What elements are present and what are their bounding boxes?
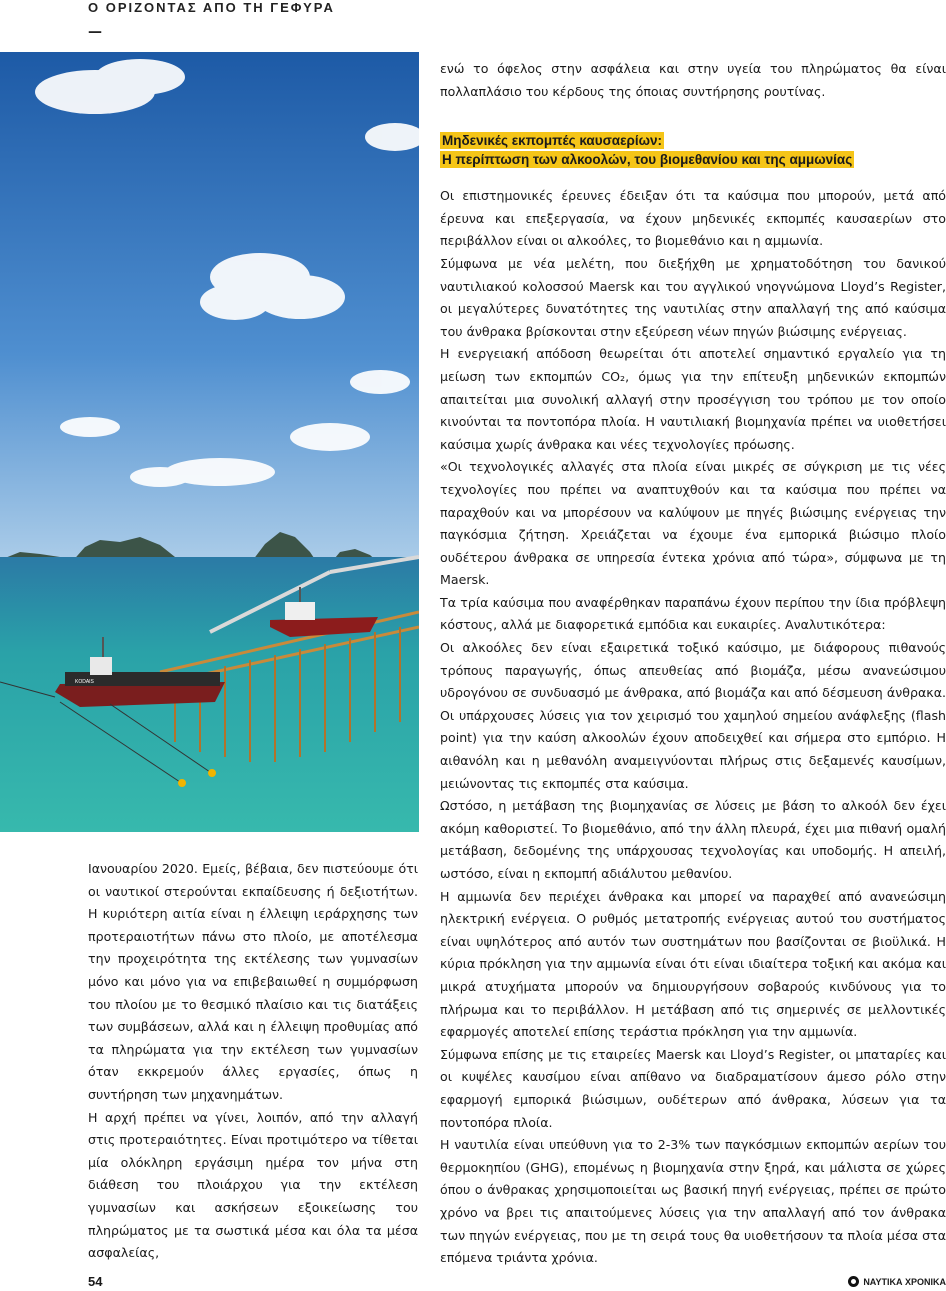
footer-brand [848, 1276, 946, 1287]
body-paragraph: Οι επιστημονικές έρευνες έδειξαν ότι τα καύσιμα που μπορούν, μετά από έρευνα και επεξεργασία, να έχουν μηδενικές εκπομπές καυσαερίων στο περιβάλλον είναι οι αλκοόλες, το βιομεθάνιο και η αμμωνία. [440, 188, 946, 249]
body-paragraph: «Οι τεχνολογικές αλλαγές στα πλοία είναι μικρές σε σύγκριση με τις νέες τεχνολογίες που πρέπει να αναπτυχθούν και τα καύσιμα που πρέπει να παραχθούν και να μπορέσουν να καλύψουν με πηγές βιώσιμης ενέργειας την παγκόσμια ζήτηση. Χρειάζεται να έχουμε ένα εμπορικά βιώσιμο πλοίο ουδέτερου άνθρακα σε υπηρεσία έντεκα χρόνια από τώρα», σύμφωνα με τη Maersk. [440, 459, 946, 588]
left-column [88, 858, 418, 1265]
page-number: 54 [88, 1274, 103, 1289]
section-rule: — [88, 24, 102, 40]
left-paragraph: Η αρχή πρέπει να γίνει, λοιπόν, από την αλλαγή στις προτεραιότητες. Είναι προτιμότερο να τίθεται μία ολόκληρη εργάσιμη ημέρα τον μήνα στη διάθεση του πλοιάρχου για την εκτέλεση γυμνασίων και ασκήσεων εξοικείωσης του πληρώματος με τα σωστικά μέσα και όλα τα μέσα ασφαλείας, [88, 1109, 418, 1261]
body-paragraph: Οι αλκοόλες δεν είναι εξαιρετικά τοξικό καύσιμο, με διάφορους πιθανούς τρόπους παραγωγής, όπως απευθείας από βιομάζα, μέσω ανανεώσιμου υδρογόνου σε συνδυασμό με άνθρακα, από βιομάζα και από δέσμευση άνθρακα. Οι υπάρχουσες λύσεις για τον χειρισμό του χαμηλού σημείου ανάφλεξης (flash point) για την καύση αλκοολών έχουν αποδειχθεί και σήμερα στο εμπόριο. Η αιθανόλη και η μεθανόλη αναμειγνύονται πλήρως στις δεξαμενές καυσίμων, μειώνοντας τις εκπομπές στα καύσιμα. [440, 640, 946, 791]
article-photo [0, 52, 419, 832]
heading-line-1: Μηδενικές εκπομπές καυσαερίων: [442, 133, 663, 149]
body-paragraph: Σύμφωνα επίσης με τις εταιρείες Maersk και Lloyd’s Register, οι μπαταρίες και οι κυψέλες καυσίμου είναι απίθανο να διαδραματίσουν άμεσο ρόλο στην εφαρμογή εμπορικά βιώσιμων, ουδέτερων από άνθρακα, λύσεων για τα ποντοπόρα πλοία. [440, 1046, 946, 1130]
section-title: Ο ΟΡΙΖΟΝΤΑΣ ΑΠΟ ΤΗ ΓΕΦΥΡΑ [88, 0, 335, 15]
ship-name-label: KODAIS [75, 679, 94, 685]
body-paragraph: Η ενεργειακή απόδοση θεωρείται ότι αποτελεί σημαντικό εργαλείο για τη μείωση των εκπομπών CO₂, όμως για την επίτευξη μηδενικών εκπομπών απαιτείται μια συνολική αλλαγή στην προσέγγιση του τρόπου με τον οποίο κινούνται τα ποντοπόρα πλοία. Η ναυτιλιακή βιομηχανία πρέπει να υιοθετήσει καύσιμα χωρίς άνθρακα και νέες τεχνολογίες πρόωσης. [440, 346, 946, 452]
body-paragraph: Η αμμωνία δεν περιέχει άνθρακα και μπορεί να παραχθεί από ανανεώσιμη ηλεκτρική ενέργεια. Ο ρυθμός μετατροπής ενέργειας αυτού του συστήματος είναι υψηλότερος από αυτόν των συστημάτων που βασίζονται σε βιοϋλικά. Η κύρια πρόκληση για την αμμωνία είναι ότι είναι ιδιαίτερα τοξική και ακόμα και μικρά ατυχήματα μπορούν να δημιουργήσουν σοβαρούς κινδύνους για το πλήρωμα και το περιβάλλον. Η μετάβαση από τις σημερινές σε μελλοντικές εφαρμογές αποτελεί επίσης τεράστια πρόκληση για την αμμωνία. [440, 888, 946, 1040]
ship-jetty-illustration [0, 52, 419, 832]
body-paragraph: Η ναυτιλία είναι υπεύθυνη για το 2-3% των παγκόσμιων εκπομπών αερίων του θερμοκηπίου (GHG), επομένως η βιομηχανία στην ξηρά, και μάλιστα σε χώρες όπου ο άνθρακας χρησιμοποιείται ως βασική πηγή ενέργειας, πρέπει σε πρώτο χρόνο να βρει τις απαιτούμενες λύσεις για την απαλλαγή από τον άνθρακα των πηγών ενέργειας, που με τη σειρά τους θα υιοθετήσουν τα πλοία μέσα στα επόμενα τριάντα χρόνια. [440, 1137, 946, 1266]
body-paragraph: Ωστόσο, η μετάβαση της βιομηχανίας σε λύσεις με βάση το αλκοόλ δεν έχει ακόμη καθοριστεί. Το βιομεθάνιο, από την άλλη πλευρά, έχει μια πιθανή ομαλή μετάβαση, δεδομένης της υπάρχουσας τεχνολογίας και υποδομής. Η απειλή, ωστόσο, είναι η εκπομπή αδιάλυτου μεθανίου. [440, 798, 946, 881]
brand-logo-icon [848, 1276, 859, 1287]
left-paragraph: Ιανουαρίου 2020. Εμείς, βέβαια, δεν πιστεύουμε ότι οι ναυτικοί στερούνται εκπαίδευσης ή δεξιοτήτων. Η κυριότερη αιτία είναι η έλλειψη ιεράρχησης των προτεραιοτήτων πάνω στο πλοίο, με αποτέλεσμα την προχειρότητα της εκτέλεσης των γυμνασίων μόνο και μόνο για να επιβεβαιωθεί η συμμόρφωση του πλοίου με το θεσμικό πλαίσιο και τις διατάξεις των συμβάσεων, αλλά και η έλλειψη προθυμίας από τα πληρώματα για την εκτέλεση των γυμνασίων όταν εκκρεμούν άλλες εργασίες, όπως η συντήρηση των μηχανημάτων. [88, 861, 418, 1102]
right-column [440, 58, 946, 1270]
body-paragraph: Τα τρία καύσιμα που αναφέρθηκαν παραπάνω έχουν περίπου την ίδια πρόβλεψη κόστους, αλλά με διαφορετικά εμπόδια και ευκαιρίες. Αναλυτικότερα: [440, 594, 946, 633]
body-paragraph: Σύμφωνα με νέα μελέτη, που διεξήχθη με χρηματοδότηση του δανικού ναυτιλιακού κολοσσού Maersk και του αγγλικού νηογνώμονα Lloyd’s Register, οι μεγαλύτερες δυνατότητες της ναυτιλίας στην απαλλαγή της από καύσιμα του άνθρακα βρίσκονται στην εξεύρεση νέων πηγών βιώσιμης ενέργειας. [440, 255, 946, 339]
brand-name: ΝΑΥΤΙΚΑ ΧΡΟΝΙΚΑ [863, 1276, 946, 1287]
heading-line-2: Η περίπτωση των αλκοολών, του βιομεθανίου και της αμμωνίας [442, 152, 853, 168]
section-heading [440, 131, 946, 169]
intro-paragraph: ενώ το όφελος στην ασφάλεια και στην υγεία του πληρώματος θα είναι πολλαπλάσιο του κέρδους της όποιας συντήρησης ρουτίνας. [440, 61, 946, 99]
